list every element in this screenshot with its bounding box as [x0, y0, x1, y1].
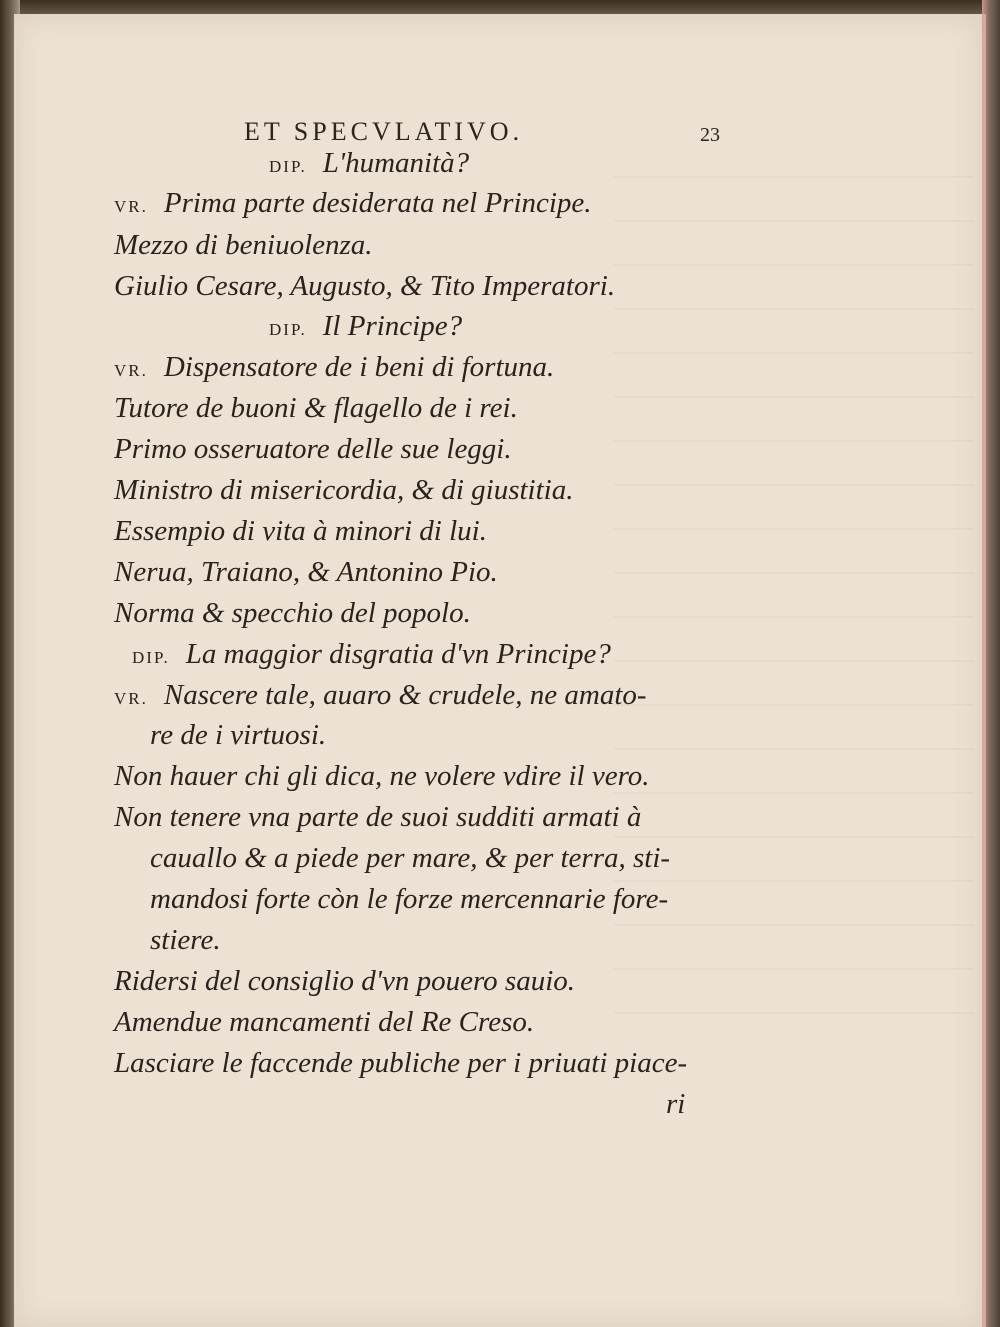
speaker-label: DIP. [269, 157, 307, 176]
dialogue-line: DIP. La maggior disgratia d'vn Principe? [132, 638, 611, 670]
page-number: 23 [700, 124, 720, 146]
dialogue-line: DIP. L'humanità? [269, 147, 470, 179]
dialogue-line: cauallo & a piede per mare, & per terra, sti- [150, 842, 671, 874]
dialogue-line: Nerua, Traiano, & Antonino Pio. [114, 556, 498, 588]
dialogue-line: Tutore de buoni & flagello de i rei. [114, 392, 518, 424]
dialogue-line: Ministro di misericordia, & di giustitia. [114, 474, 574, 506]
dialogue-line: re de i virtuosi. [150, 719, 327, 751]
dialogue-line: VR. Nascere tale, auaro & crudele, ne amato- [114, 679, 647, 711]
running-title: ET SPECVLATIVO. [244, 117, 524, 146]
dialogue-line: Ridersi del consiglio d'vn pouero sauio. [114, 965, 576, 997]
dialogue-line: Essempio di vita à minori di lui. [114, 515, 487, 547]
speaker-label: VR. [114, 197, 148, 216]
dialogue-line: Giulio Cesare, Augusto, & Tito Imperatori. [114, 270, 616, 302]
speaker-label: VR. [114, 689, 148, 708]
dialogue-line: DIP. Il Principe? [269, 310, 463, 342]
dialogue-line: Non hauer chi gli dica, ne volere vdire il vero. [114, 760, 650, 792]
dialogue-line: Primo osseruatore delle sue leggi. [114, 433, 512, 465]
dialogue-line: Lasciare le faccende publiche per i priuati piace- [114, 1047, 688, 1079]
speaker-label: VR. [114, 361, 148, 380]
dialogue-line: stiere. [150, 924, 221, 956]
speaker-label: DIP. [132, 648, 170, 667]
dialogue-line: Non tenere vna parte de suoi sudditi armati à [114, 801, 642, 833]
dialogue-line: Amendue mancamenti del Re Creso. [114, 1006, 535, 1038]
show-through-text [614, 154, 974, 1054]
dialogue-line: mandosi forte còn le forze mercennarie fore- [150, 883, 669, 915]
dialogue-line: VR. Prima parte desiderata nel Principe. [114, 187, 592, 219]
book-page [14, 14, 986, 1327]
dialogue-line: Mezzo di beniuolenza. [114, 229, 373, 261]
dialogue-line: Norma & specchio del popolo. [114, 597, 471, 629]
speaker-label: DIP. [269, 320, 307, 339]
catchword: ri [666, 1088, 686, 1120]
dialogue-line: VR. Dispensatore de i beni di fortuna. [114, 351, 555, 383]
